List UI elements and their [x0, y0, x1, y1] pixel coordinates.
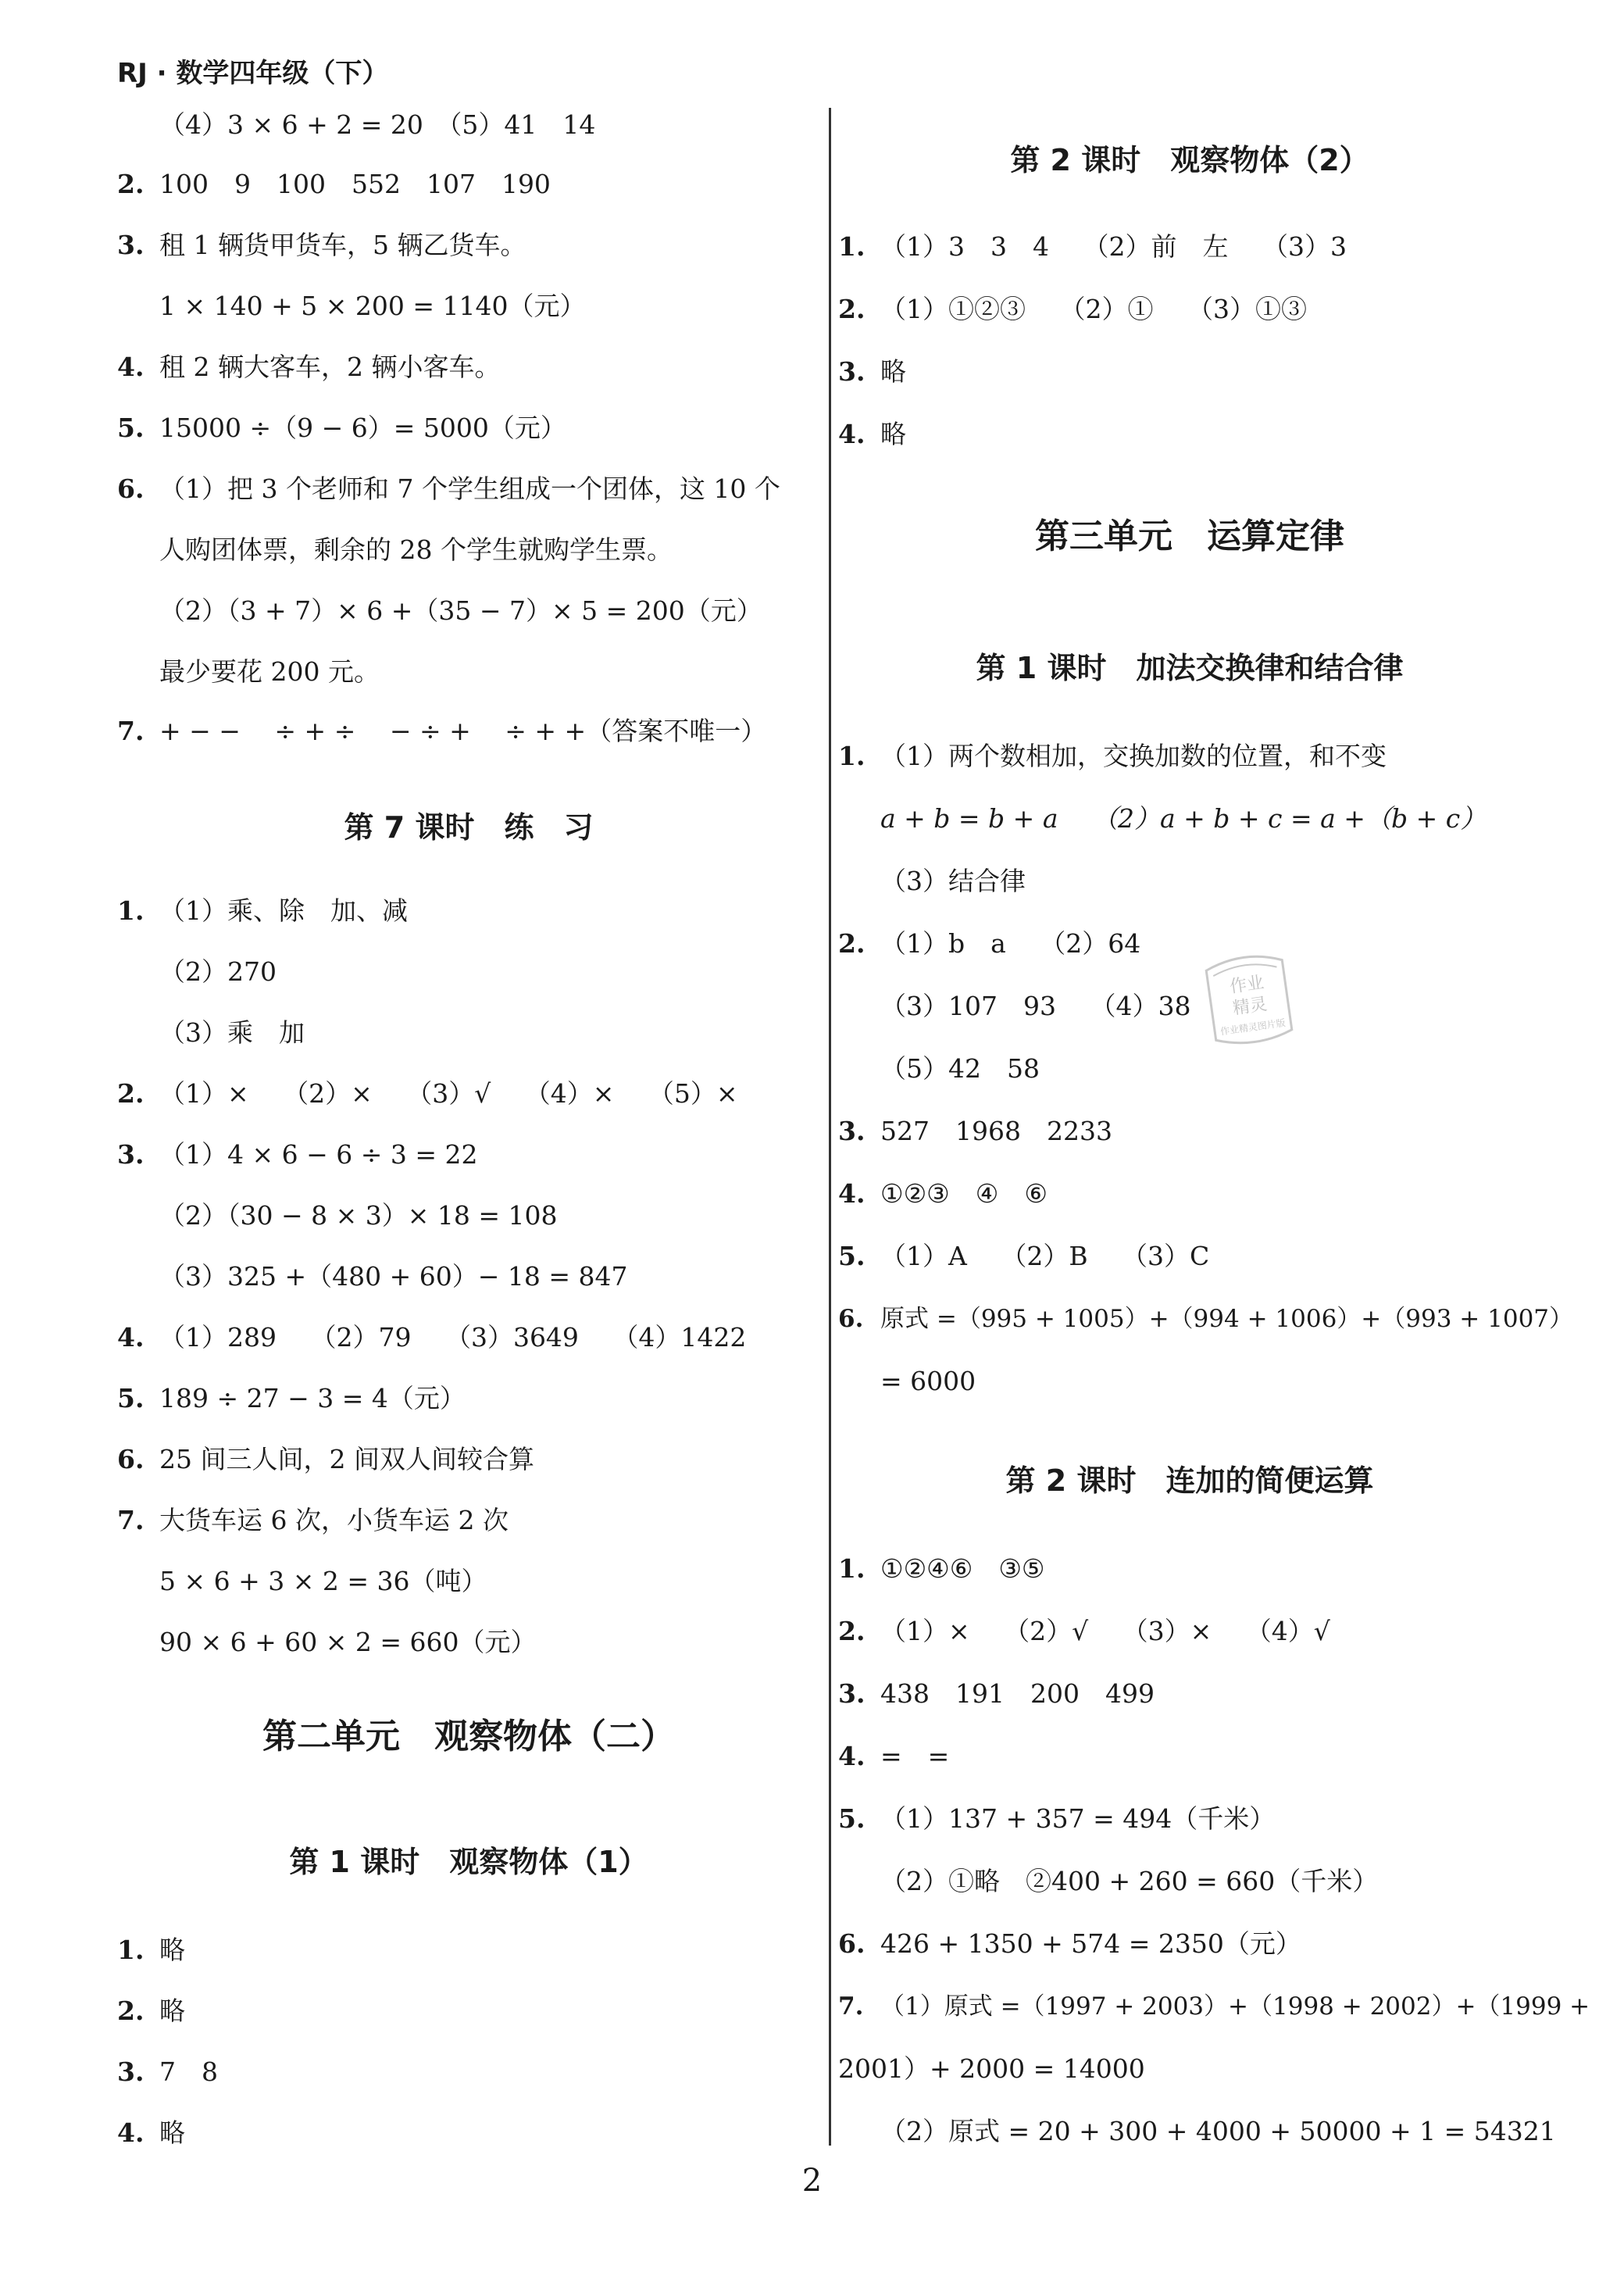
law-2: 2. （1）b a （2）64 — [838, 928, 1141, 959]
lesson-title: 第 1 课时 加法交换律和结合律 — [976, 651, 1404, 685]
unit-title: 第三单元 运算定律 — [1035, 516, 1344, 556]
answer-line: 最少要花 200 元。 — [159, 656, 380, 687]
answer-line: 1 × 140 + 5 × 200 = 1140（元） — [159, 291, 586, 321]
answer-2: 2. 100 9 100 552 107 190 — [117, 169, 551, 199]
sum-4: 4. = = — [838, 1741, 950, 1771]
answer-line: （3）乘 加 — [159, 1017, 305, 1048]
lesson-title: 第 2 课时 观察物体（2） — [1010, 143, 1369, 177]
sum-5: 5. （1）137 + 357 = 494（千米） — [838, 1803, 1276, 1834]
page-number: 2 — [801, 2163, 823, 2199]
answer-3: 3. 租 1 辆货甲货车，5 辆乙货车。 — [117, 230, 526, 260]
exercise-5: 5. 189 ÷ 27 − 3 = 4（元） — [117, 1383, 466, 1413]
sum-7: 7. （1）原式 =（1997 + 2003）+（1998 + 2002）+（1999 + — [838, 1992, 1590, 2021]
observe-1: 1. 略 — [117, 1935, 185, 1965]
answer-line: （3）107 93 （4）38 — [880, 991, 1191, 1021]
answer-line: （3）325 +（480 + 60）− 18 = 847 — [159, 1261, 628, 1292]
lesson-title: 第 2 课时 连加的简便运算 — [1005, 1463, 1374, 1498]
answer-line: （2）（3 + 7）× 6 +（35 − 7）× 5 = 200（元） — [159, 595, 762, 626]
answer-4: 4. 租 2 辆大客车，2 辆小客车。 — [117, 352, 501, 382]
answer-2: 2. （1）①②③ （2）① （3）①③ — [838, 294, 1307, 324]
exercise-4: 4. （1）289 （2）79 （3）3649 （4）1422 — [117, 1322, 747, 1353]
answer-line: （2）原式 = 20 + 300 + 4000 + 50000 + 1 = 54321 — [880, 2116, 1556, 2146]
page-header: RJ · 数学四年级（下） — [117, 58, 389, 89]
column-divider — [829, 108, 831, 2146]
answer-line: 人购团体票，剩余的 28 个学生就购学生票。 — [159, 534, 673, 565]
exercise-2: 2. （1）× （2）× （3）√ （4）× （5）× — [117, 1078, 738, 1109]
answer-line: （5）42 58 — [880, 1053, 1040, 1084]
law-5: 5. （1）A （2）B （3）C — [838, 1241, 1210, 1271]
answer-line: 5 × 6 + 3 × 2 = 36（吨） — [159, 1566, 487, 1596]
lesson-title: 第 7 课时 练 习 — [344, 810, 594, 845]
svg-text:精灵: 精灵 — [1231, 994, 1269, 1019]
answer-3: 3. 略 — [838, 356, 906, 387]
sum-2: 2. （1）× （2）√ （3）× （4）√ — [838, 1616, 1330, 1646]
svg-text:作业精灵图片版: 作业精灵图片版 — [1219, 1017, 1287, 1038]
answer-line: 2001）+ 2000 = 14000 — [838, 2053, 1145, 2084]
answer-line: （2）①略 ②400 + 260 = 660（千米） — [880, 1866, 1379, 1896]
watermark-stamp-icon — [1197, 943, 1302, 1056]
exercise-3: 3. （1）4 × 6 − 6 ÷ 3 = 22 — [117, 1139, 478, 1170]
law-3: 3. 527 1968 2233 — [838, 1116, 1112, 1146]
answer-line: 90 × 6 + 60 × 2 = 660（元） — [159, 1627, 537, 1657]
sum-6: 6. 426 + 1350 + 574 = 2350（元） — [838, 1928, 1301, 1959]
answer-line: （4）3 × 6 + 2 = 20 （5）41 14 — [159, 109, 596, 140]
answer-line: （3）结合律 — [880, 866, 1026, 896]
observe-3: 3. 7 8 — [117, 2057, 218, 2087]
sum-3: 3. 438 191 200 499 — [838, 1678, 1155, 1709]
exercise-7: 7. 大货车运 6 次，小货车运 2 次 — [117, 1505, 509, 1535]
law-6: 6. 原式 =（995 + 1005）+（994 + 1006）+（993 + 1007） — [838, 1305, 1574, 1333]
answer-line: = 6000 — [880, 1366, 976, 1396]
unit-title: 第二单元 观察物体（二） — [262, 1717, 675, 1756]
exercise-6: 6. 25 间三人间，2 间双人间较合算 — [117, 1444, 534, 1474]
law-1: 1. （1）两个数相加，交换加数的位置，和不变 — [838, 741, 1387, 771]
answer-line: （2）（30 − 8 × 3）× 18 = 108 — [159, 1200, 558, 1231]
svg-text:作业: 作业 — [1228, 973, 1265, 998]
exercise-1: 1. （1）乘、除 加、减 — [117, 895, 408, 926]
lesson-title: 第 1 课时 观察物体（1） — [289, 1845, 648, 1879]
answer-4: 4. 略 — [838, 419, 906, 449]
observe-2: 2. 略 — [117, 1996, 185, 2026]
answer-6: 6. （1）把 3 个老师和 7 个学生组成一个团体，这 10 个 — [117, 473, 780, 504]
answer-7: 7. + − − ÷ + ÷ − ÷ + ÷ + +（答案不唯一） — [117, 716, 767, 746]
observe-4: 4. 略 — [117, 2117, 185, 2148]
answer-line: a + b = b + a （2）a + b + c = a +（b + c） — [880, 803, 1487, 834]
answer-1: 1. （1）3 3 4 （2）前 左 （3）3 — [838, 231, 1347, 262]
law-4: 4. ①②③ ④ ⑥ — [838, 1178, 1048, 1209]
answer-5: 5. 15000 ÷（9 − 6）= 5000（元） — [117, 413, 566, 443]
answer-line: （2）270 — [159, 956, 277, 987]
sum-1: 1. ①②④⑥ ③⑤ — [838, 1553, 1045, 1584]
